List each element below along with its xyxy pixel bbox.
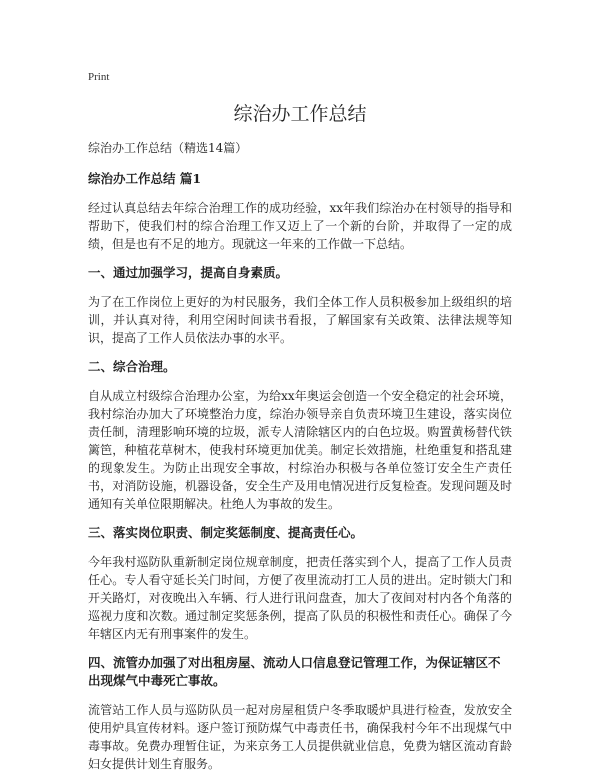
page-title: 综治办工作总结 [233,103,367,125]
section-body-2: 自从成立村级综合治理办公室，为给xx年奥运会创造一个安全稳定的社会环境，我村综治办加大了环境整治力度，综治办领导亲自负责环境卫生建设，落实岗位责任制，清理影响环境的垃圾，派专人清除辖区内的白色垃圾。购置黄杨替代铁篱笆，种植花草树木，使我村环境更加优美。制定长效措施，杜绝重复和搭乱建的现象发生。为防止出现安全事故，村综治办积极与各单位签订安全生产责任书，对消防设施，机器设备，安全生产及用电情况进行反复检查。发现问题及时通知有关单位限期解决。杜绝人为事故的发生。 [88,389,512,511]
print-label: Print [88,71,110,83]
section-heading-4: 四、流管办加强了对出租房屋、流动人口信息登记管理工作，为保证辖区不出现煤气中毒死亡事故。 [88,655,501,688]
section-heading-3: 三、落实岗位职责、制定奖惩制度、提高责任心。 [88,525,364,540]
article-heading: 综治办工作总结 篇1 [88,171,202,186]
section-body-3: 今年我村巡防队重新制定岗位规章制度，把责任落实到个人，提高了工作人员责任心。专人看守延长关门时间，方便了夜里流动打工人员的进出。定时锁大门和开关路灯，对夜晚出入车辆、行人进行讯问盘查，加大了夜间对村内各个角落的巡视力度和次数。通过制定奖惩条例，提高了队员的积极性和责任心。确保了今年辖区内无有刑事案件的发生。 [88,555,512,641]
section-heading-1: 一、通过加强学习，提高自身素质。 [88,265,289,280]
section-body-4: 流管站工作人员与巡防队员一起对房屋租赁户冬季取暖炉具进行检查，发放安全使用炉具宣传材料。逐户签订预防煤气中毒责任书，确保我村今年不出现煤气中毒事故。免费办理暂住证，为来京务工人员提供就业信息，免费为辖区流动育龄妇女提供计划生育服务。 [88,703,512,771]
intro-paragraph: 经过认真总结去年综合治理工作的成功经验，xx年我们综治办在村领导的指导和帮助下，使我们村的综合治理工作又迈上了一个新的台阶，并取得了一定的成绩，但是也有不足的地方。现就这一年来的工作做一下总结。 [88,201,512,251]
document-subtitle: 综治办工作总结（精选14篇） [88,141,248,155]
section-heading-2: 二、综合治理。 [88,359,176,374]
section-body-1: 为了在工作岗位上更好的为村民服务，我们全体工作人员积极参加上级组织的培训，并认真对待，利用空闲时间读书看报，了解国家有关政策、法律法规等知识，提高了工作人员依法办事的水平。 [88,295,512,345]
